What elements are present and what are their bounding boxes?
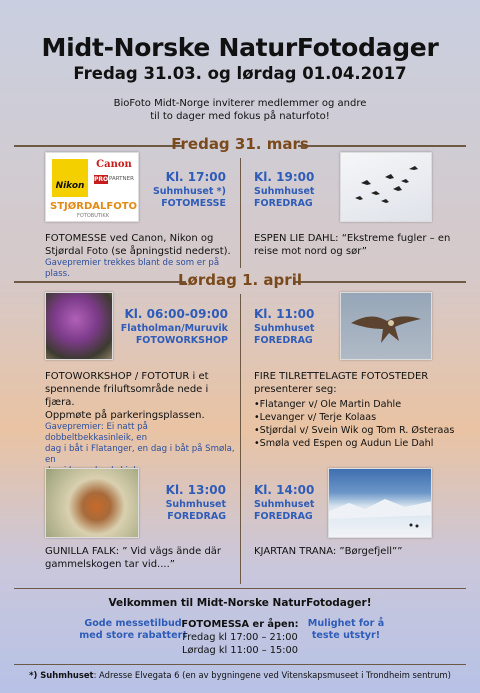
test-gear-note-2: teste utstyr! <box>311 630 381 641</box>
canon-logo: Canon <box>96 159 132 170</box>
saturday-right-intro-1: FIRE TILRETTELAGTE FOTOSTEDER <box>254 371 429 382</box>
nikon-logo: Nikon <box>52 159 88 197</box>
saturday-left-note-2: dag i båt i Flatanger, en dag i båt på Smøla, en <box>45 444 235 465</box>
saturday-left2-type: FOREDRAG <box>167 511 226 522</box>
column-divider <box>240 294 241 584</box>
saturday-heading-row <box>14 271 466 293</box>
divider <box>14 664 466 665</box>
saturday-right-place: Suhmhuset <box>254 323 315 334</box>
divider <box>14 588 466 589</box>
friday-right-type: FOREDRAG <box>254 198 313 209</box>
saturday-right2-text: KJARTAN TRANA: ”Børgefjell”” <box>254 546 403 557</box>
saturday-left2-text-1: GUNILLA FALK: ” Vid vägs ände där <box>45 546 222 557</box>
event-dates: Fredag 31.03. og lørdag 01.04.2017 <box>73 64 407 83</box>
friday-left-text-2: Stjørdal Foto (se åpningstid nederst). <box>45 246 231 257</box>
test-gear-note-1: Mulighet for å <box>307 618 385 629</box>
saturday-right-type: FOREDRAG <box>254 335 313 346</box>
friday-right-place: Suhmhuset <box>254 186 315 197</box>
offers-note-2: med store rabatter! <box>79 630 187 641</box>
friday-heading: Fredag 31. mars <box>171 135 309 153</box>
winter-landscape-photo <box>328 468 432 538</box>
welcome-text: Velkommen til Midt-Norske NaturFotodager! <box>108 597 372 609</box>
saturday-left-text-2: spennende friluftsområde nede i fjæra. <box>45 384 209 408</box>
saturday-heading: Lørdag 1. april <box>178 271 302 289</box>
friday-left-note: Gavepremier trekkes blant de som er på plass. <box>45 258 220 279</box>
fair-hours-saturday: Lørdag kl 11:00 – 15:00 <box>182 645 298 656</box>
canon-pro-badge: PRO <box>94 176 109 183</box>
saturday-right2-type: FOREDRAG <box>254 511 313 522</box>
saturday-left-note-1: Gavepremier: Ei natt på dobbeltbekkasinleik, en <box>45 422 148 443</box>
friday-left-text-1: FOTOMESSE ved Canon, Nikon og <box>45 233 214 244</box>
friday-right-time: Kl. 19:00 <box>254 170 315 184</box>
canon-partner-label: PARTNER <box>109 176 134 182</box>
friday-left-place: Suhmhuset *) <box>152 186 226 197</box>
saturday-left2-time: Kl. 13:00 <box>165 483 226 497</box>
intro-line-1: BioFoto Midt-Norge inviterer medlemmer og andre <box>113 98 367 109</box>
heather-flowers-photo <box>45 292 113 360</box>
saturday-left2-place: Suhmhuset <box>165 499 226 510</box>
friday-right-text-2: reise mot nord og sør” <box>254 246 367 257</box>
friday-left-time: Kl. 17:00 <box>165 170 226 184</box>
saturday-right-time: Kl. 11:00 <box>254 307 315 321</box>
saturday-right2-time: Kl. 14:00 <box>254 483 315 497</box>
page-title: Midt-Norske NaturFotodager <box>41 33 439 62</box>
offers-note-1: Gode messetilbud <box>84 618 182 629</box>
stjordalfoto-logo: STJØRDALFOTO <box>50 201 138 212</box>
eagle-photo <box>340 292 432 360</box>
saturday-right-intro-2: presenterer seg: <box>254 384 337 395</box>
saturday-right2-place: Suhmhuset <box>254 499 315 510</box>
fair-title: FOTOMESSA er åpen: <box>181 619 299 630</box>
address-text: : Adresse Elvegata 6 (en av bygningene ved Vitenskapsmuseet i Trondheim sentrum) <box>93 670 451 680</box>
address-label: *) Suhmhuset <box>29 670 94 680</box>
saturday-left-place: Flatholman/Muruvik <box>120 323 228 334</box>
address-line <box>0 670 480 680</box>
fox-photo <box>45 468 139 538</box>
column-divider <box>240 158 241 268</box>
photo-spot-1: •Flatanger v/ Ole Martin Dahle <box>254 399 402 410</box>
flying-birds-photo <box>340 152 432 222</box>
intro-line-2: til to dager med fokus på naturfoto! <box>150 111 330 122</box>
photo-spot-4: •Smøla ved Espen og Audun Lie Dahl <box>254 438 434 449</box>
friday-left-type: FOTOMESSE <box>161 198 226 209</box>
sponsor-logos-image <box>45 152 139 222</box>
saturday-left2-text-2: gammelskogen tar vid....” <box>45 559 175 570</box>
photo-spot-3: •Stjørdal v/ Svein Wik og Tom R. Østeraas <box>254 425 455 436</box>
friday-right-text-1: ESPEN LIE DAHL: “Ekstreme fugler – en <box>254 233 451 244</box>
saturday-left-time: Kl. 06:00-09:00 <box>124 307 228 321</box>
saturday-left-type: FOTOWORKSHOP <box>135 335 228 346</box>
stjordalfoto-subtitle: FOTOBUTIKK <box>77 213 109 219</box>
fair-hours-friday: Fredag kl 17:00 – 21:00 <box>182 632 298 643</box>
saturday-left-text-1: FOTOWORKSHOP / FOTOTUR i et <box>45 371 209 382</box>
photo-spot-2: •Levanger v/ Terje Kolaas <box>254 412 377 423</box>
saturday-left-text-3: Oppmøte på parkeringsplassen. <box>45 410 205 421</box>
